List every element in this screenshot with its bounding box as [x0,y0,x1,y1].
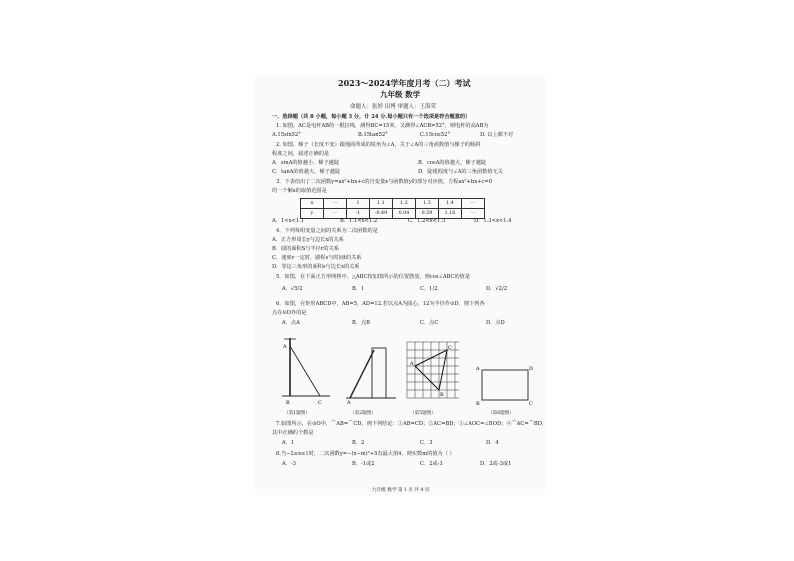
svg-text:B: B [440,392,444,398]
author-line: 命题人：张婷 田博 审题人：王海荣 [350,104,436,110]
table-cell: 1 [347,199,370,209]
question-1-stem: 1. 如图，AC是电杆AB的一根拉线，测得BC=15米，又测得∠ACB=52°，则电杆的高AB为 [276,123,489,129]
q3-option-a: A．1<x<1.1 [272,218,305,224]
svg-text:B: B [476,401,480,406]
q1-option-a: A.15sin52° [272,132,301,138]
q3-option-c: C．1.2<x<1.3 [408,218,446,224]
table-cell: -1 [347,209,370,219]
table-row [301,209,485,219]
figure-5-grid [405,338,463,408]
question-3-stem: 3．下表给出了二次函数y=ax²+bx+c的自变量x与函数值y的部分对应值，方程ax²+bx+c=0 [276,179,493,185]
q7-option-b: B．2 [352,440,365,446]
value-table [300,198,485,219]
svg-text:B: B [286,400,290,406]
table-cell: ··· [324,209,347,219]
exam-title: 2023～2024学年度月考（二）考试 [338,78,471,88]
q8-option-c: C．2或-3 [420,461,443,467]
table-cell: 1.2 [393,199,416,209]
q8-option-d: D．2或-3或1 [480,461,512,467]
table-row [301,199,485,209]
q8-option-a: A．-3 [282,461,296,467]
svg-text:A: A [410,361,414,367]
table-cell: 1.16 [439,209,462,219]
q6-option-a: A．点A [282,320,300,326]
question-2-stem-cont: 程度之间，叙述正确的是 [272,151,330,157]
svg-text:A: A [347,400,351,406]
table-cell: ··· [324,199,347,209]
q4-option-a: A．正方形周长y与边长x的关系 [272,237,344,243]
caption-figure-6: （第6题图） [488,411,514,416]
q4-option-b: B．圆的面积S与半径r的关系 [272,246,339,252]
svg-text:A: A [476,366,480,372]
q7-option-d: D．4 [486,440,499,446]
table-cell: -0.49 [370,209,393,219]
question-4-stem: 4．下列每组变量之间的关系为二次函数的是 [276,228,378,234]
q3-option-d: D．1.3<x<1.4 [474,218,512,224]
question-7-stem-cont: 其中正确的个数是 [272,430,314,436]
figure-2-ladder [344,336,402,408]
section-heading: 一、选择题（共 8 小题，每小题 3 分，计 24 分.每小题只有一个选项是符合题意的） [272,114,471,120]
svg-text:C: C [318,400,322,406]
caption-figure-1: （第1题图） [284,411,310,416]
question-5-stem: 5．如图，在下面正方形网格中，△ABC按如图所示的位置摆放，则cos∠ABC的值是 [276,274,471,280]
q5-option-a: A．√5/2 [282,286,303,292]
table-cell: y [301,209,324,219]
q4-option-c: C．速度v一定时，路程s与时间t的关系 [272,255,362,261]
page-footer: 九年级 数学 第 1 页 共 4 页 [372,488,430,493]
q2-option-d: D．陡缓程度与∠A的三角函数值无关 [418,169,503,175]
caption-figure-2: （第2题图） [350,411,376,416]
exam-subtitle: 九年级 数学 [380,90,421,99]
q5-option-b: B．1 [352,286,365,292]
caption-figure-5: （第5题图） [410,411,436,416]
q2-option-c: C．tanA的值越大，梯子越陡 [272,169,341,175]
q6-option-c: C．点C [420,320,439,326]
question-6-stem-cont: 点在⊙D外的是 [272,310,307,316]
q1-option-d: D. 以上都不对 [480,132,514,138]
svg-text:A: A [283,344,287,350]
table-cell: 1.1 [370,199,393,209]
question-3-stem-cont: 的一个解x的取值范围是 [272,188,327,194]
figure-6-rectangle [474,360,536,406]
q6-option-d: D．点D [486,320,505,326]
question-6-stem: 6．如图，在矩形ABCD中，AB=5，AD=12.若以点A为圆心，12为半径作⊙D，则下列各 [276,301,485,307]
q5-option-d: D．√2/2 [486,286,508,292]
table-cell: x [301,199,324,209]
table-cell: ··· [462,209,485,219]
svg-text:D: D [529,366,534,372]
q1-option-b: B.15tan52° [358,132,388,138]
q7-option-c: C．3 [420,440,433,446]
figure-1-pole [280,336,338,408]
question-7-stem: 7.如图所示，在⊙O中，⌒AB=⌒CD，则下列结论：①AB=CD；②AC=BD；③∠AOC=∠BOD；④⌒AC=⌒BD， [276,421,548,427]
table-cell: 0.04 [393,209,416,219]
table-cell: 1.4 [439,199,462,209]
q2-option-a: A．sinA的值越小，梯子越陡 [272,160,340,166]
q7-option-a: A．1 [282,440,295,446]
question-2-stem: 2. 如图，梯子（长度不变）跟地面所成的锐角为∠A，关于∠A的三角函数值与梯子的倾斜 [276,142,481,148]
table-cell: ··· [462,199,485,209]
q6-option-b: B．点B [352,320,370,326]
table-cell: 0.59 [416,209,439,219]
q4-option-d: D．等边三角形的面积s与边长x的关系 [272,264,360,270]
q8-option-b: B．-1或2 [352,461,375,467]
q3-option-b: B．1.1<x<1.2 [340,218,378,224]
svg-text:C: C [448,345,452,351]
svg-text:C: C [529,401,533,406]
table-cell: 1.3 [416,199,439,209]
q2-option-b: B．cosA的值越大，梯子越陡 [418,160,487,166]
q1-option-c: C.15cos52° [420,132,450,138]
question-8-stem: 8.当−2≤x≤1时，二次函数y=−(x−m)²+5有最大值4，则实数m的值为（ ） [276,451,455,457]
q5-option-c: C．1/2 [420,286,438,292]
